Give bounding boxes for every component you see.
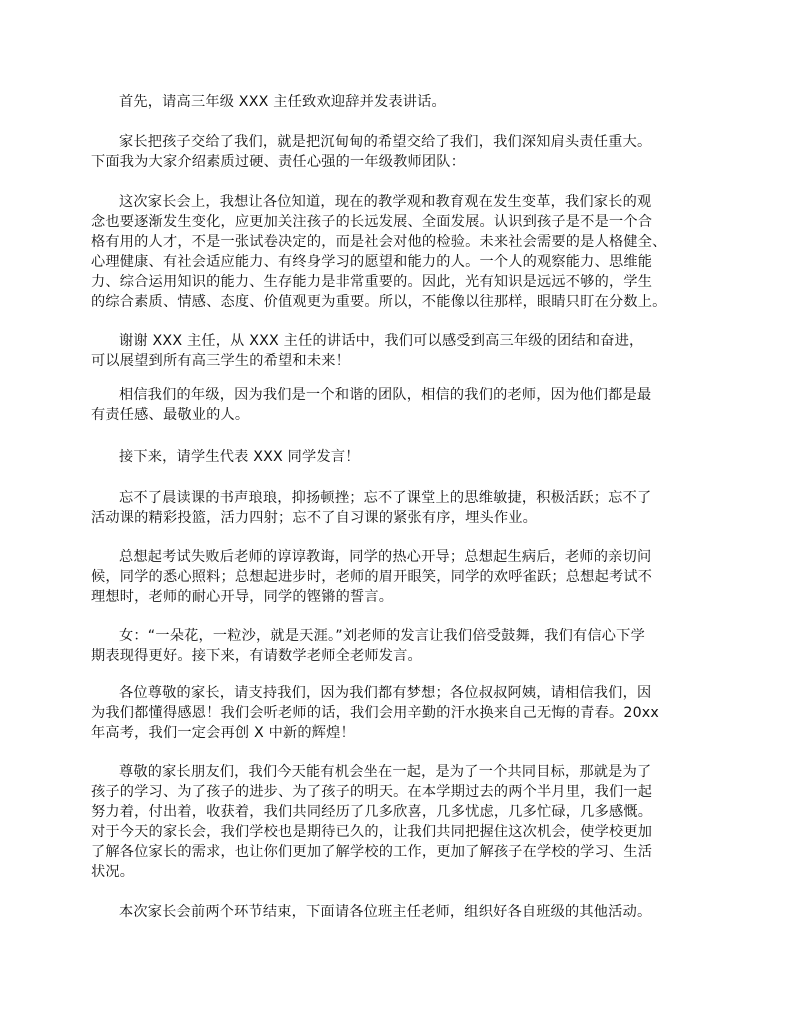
text-line: 状况。 (91, 864, 135, 880)
text-line: 这次家长会上，我想让各位知道，现在的教学观和教育观在发生变革，我们家长的观 (119, 194, 652, 210)
text-line: 活动课的精彩投篮，活力四射；忘不了自习课的紧张有序，埋头作业。 (91, 510, 538, 526)
text-line: 的综合素质、情感、态度、价值观更为重要。所以，不能像以往那样，眼睛只盯在分数上。 (91, 294, 667, 310)
paragraph-trust-team (91, 385, 713, 425)
text-line: 各位尊敬的家长，请支持我们，因为我们都有梦想；各位叔叔阿姨，请相信我们，因 (119, 685, 652, 701)
text-line: 忘不了晨读课的书声琅琅，抑扬顿挫；忘不了课堂上的思维敏捷，积极活跃；忘不了 (119, 490, 652, 506)
text-line: 首先，请高三年级 XXX 主任致欢迎辞并发表讲话。 (119, 94, 446, 110)
text-line: 相信我们的年级，因为我们是一个和谐的团队，相信的我们的老师，因为他们都是最 (119, 387, 652, 403)
text-line: 期表现得更好。接下来，有请数学老师全老师发言。 (91, 648, 422, 664)
text-line: 努力着，付出着，收获着，我们共同经历了几多欣喜，几多忧虑，几多忙碌，几多感慨。 (91, 804, 653, 820)
text-line: 年高考，我们一定会再创 X 中新的辉煌！ (91, 725, 355, 741)
paragraph-opening (91, 92, 713, 112)
text-line: 家长把孩子交给了我们，就是把沉甸甸的希望交给了我们，我们深知肩头责任重大。 (119, 134, 652, 150)
text-line: 尊敬的家长朋友们，我们今天能有机会坐在一起，是为了一个共同目标，那就是为了 (119, 764, 652, 780)
text-line: 接下来，请学生代表 XXX 同学发言！ (119, 449, 360, 465)
text-line: 候，同学的悉心照料；总想起进步时，老师的眉开眼笑，同学的欢呼雀跃；总想起考试不 (91, 569, 653, 585)
paragraph-always-remember (91, 547, 713, 607)
text-line: 理想时，老师的耐心开导，同学的铿锵的誓言。 (91, 589, 394, 605)
text-line: 有责任感、最敬业的人。 (91, 407, 250, 423)
text-line: 本次家长会前两个环节结束，下面请各位班主任老师，组织好各自班级的其他活动。 (119, 904, 652, 920)
text-line: 了解各位家长的需求，也让你们更加了解学校的工作，更加了解孩子在学校的学习、生活 (91, 844, 653, 860)
text-line: 对于今天的家长会，我们学校也是期待已久的，让我们共同把握住这次机会，使学校更加 (91, 824, 653, 840)
text-line: 为我们都懂得感恩！我们会听老师的话，我们会用辛勤的汗水换来自己无悔的青春。20xx (91, 705, 659, 721)
text-line: 心理健康、有社会适应能力、有终身学习的愿望和能力的人。一个人的观察能力、思维能 (91, 254, 653, 270)
paragraph-thanks-director (91, 331, 713, 371)
paragraph-parent-friends (91, 762, 713, 882)
text-line: 孩子的学习、为了孩子的进步、为了孩子的明天。在本学期过去的两个半月里，我们一起 (91, 784, 653, 800)
paragraph-teacher-team (91, 132, 713, 172)
paragraph-education-views (91, 192, 713, 312)
paragraph-host-female (91, 626, 713, 666)
text-line: 念也要逐渐发生变化，应更加关注孩子的长远发展、全面发展。认识到孩子是不是一个合 (91, 214, 653, 230)
text-line: 下面我为大家介绍素质过硬、责任心强的一年级教师团队： (91, 154, 466, 170)
paragraph-unforgettable (91, 488, 713, 528)
text-line: 力、综合运用知识的能力、生存能力是非常重要的。因此，光有知识是远远不够的，学生 (91, 274, 653, 290)
text-line: 总想起考试失败后老师的谆谆教诲，同学的热心开导；总想起生病后，老师的亲切问 (119, 549, 652, 565)
paragraph-closing (91, 902, 713, 922)
text-line: 谢谢 XXX 主任，从 XXX 主任的讲话中，我们可以感受到高三年级的团结和奋进， (119, 333, 644, 349)
text-line: 女：“一朵花，一粒沙，就是天涯。”刘老师的发言让我们倍受鼓舞，我们有信心下学 (119, 628, 645, 644)
text-line: 可以展望到所有高三学生的希望和未来！ (91, 353, 350, 369)
paragraph-dear-parents (91, 683, 713, 743)
text-line: 格有用的人才，不是一张试卷决定的，而是社会对他的检验。未来社会需要的是人格健全、 (91, 234, 667, 250)
paragraph-student-rep (91, 447, 713, 467)
